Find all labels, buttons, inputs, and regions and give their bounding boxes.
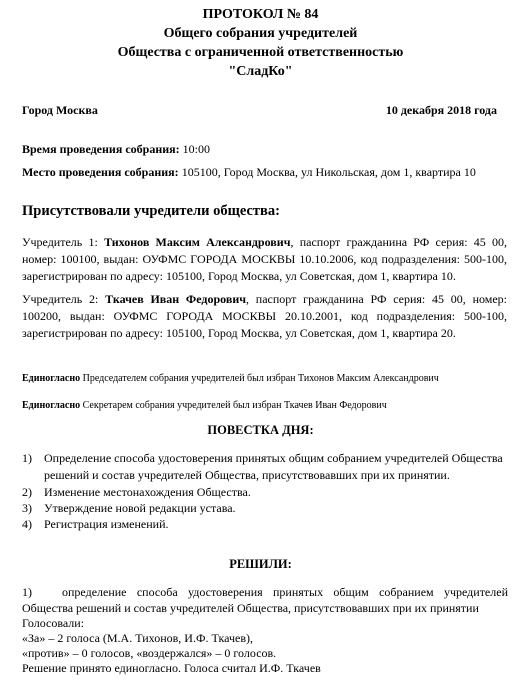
founder-2-name: Ткачев Иван Федорович	[105, 292, 247, 306]
election-chairman-text: Председателем собрания учредителей был избран Тихонов Максим Александрович	[80, 373, 439, 384]
founder-2-suffix: , паспорт гражданина РФ серия: 45 00, номер:	[246, 292, 508, 306]
votes-label: Голосовали:	[22, 616, 85, 630]
decision-1-num: 1)	[22, 585, 32, 599]
agenda-item-1-line-2: решений и состав учредителей Общества, присутствовавших при их принятии.	[44, 468, 450, 482]
date: 10 декабря 2018 года	[385, 103, 497, 117]
founder-2-prefix: Учредитель 2:	[22, 292, 106, 306]
founder-1-line-3: зарегистрирован по адресу: 105100, Город Москва, ул Советская, дом 1, квартира 10.	[22, 269, 456, 283]
meeting-time-label: Время проведения собрания:	[22, 142, 180, 156]
founder-2-line-2: 100200, выдан: ОУФМС ГОРОДА МОСКВЫ 20.10.2001, код подразделения: 500-100,	[22, 309, 507, 323]
founder-1-suffix: , паспорт гражданина РФ серия: 45 00,	[290, 235, 508, 249]
decision-result: Решение принято единогласно. Голоса считал И.Ф. Ткачев	[22, 661, 321, 675]
meeting-place-value: 105100, Город Москва, ул Никольская, дом 1, квартира 10	[178, 165, 476, 179]
company-name: "СладКо"	[228, 64, 293, 79]
election-secretary-mark: Единогласно	[22, 400, 81, 411]
election-secretary	[22, 400, 387, 411]
founder-1-line-1	[22, 235, 507, 250]
meeting-place	[22, 165, 476, 180]
agenda-item-4-text: Регистрация изменений.	[44, 517, 169, 531]
meeting-time-value: 10:00	[179, 142, 210, 156]
agenda-item-3-text: Утверждение новой редакции устава.	[44, 501, 236, 515]
protocol-title: ПРОТОКОЛ № 84	[202, 7, 319, 22]
agenda-item-1-num: 1)	[22, 451, 32, 465]
founder-2-line-3: зарегистрирован по адресу: 105100, Город Москва, ул Советская, дом 1, квартира 20.	[22, 326, 456, 340]
founder-1-prefix: Учредитель 1:	[22, 235, 105, 249]
city: Город Москва	[22, 103, 98, 117]
meeting-place-label: Место проведения собрания:	[22, 165, 179, 179]
agenda-item-4-num: 4)	[22, 517, 32, 531]
company-form: Общества с ограниченной ответственностью	[117, 45, 404, 60]
present-heading: Присутствовали учредители общества:	[22, 203, 280, 219]
founder-1-name: Тихонов Максим Александрович	[104, 235, 291, 249]
election-chairman	[22, 373, 439, 384]
meeting-time	[22, 142, 210, 157]
decision-1-line-1: определение способа удостоверения принятых общим собранием учредителей	[62, 585, 508, 599]
founder-1-line-2: номер: 100100, выдан: ОУФМС ГОРОДА МОСКВЫ 10.10.2006, код подразделения: 500-100,	[22, 252, 507, 266]
votes-for: «За» – 2 голоса (М.А. Тихонов, И.Ф. Ткачев),	[22, 631, 253, 645]
agenda-item-1-line-1: Определение способа удостоверения принятых общим собранием учредителей Общества	[44, 451, 503, 465]
founder-2-line-1	[22, 292, 507, 307]
decision-1-line-2: Общества решений и состав учредителей Общества, присутствовавших при их принятии	[22, 601, 479, 615]
decided-heading: РЕШИЛИ:	[229, 557, 292, 571]
votes-against: «против» – 0 голосов, «воздержался» – 0 голосов.	[22, 646, 277, 660]
agenda-item-2-text: Изменение местонахождения Общества.	[44, 485, 251, 499]
agenda-item-2-num: 2)	[22, 485, 32, 499]
election-chairman-mark: Единогласно	[22, 373, 81, 384]
meeting-type: Общего собрания учредителей	[163, 26, 358, 41]
agenda-heading: ПОВЕСТКА ДНЯ:	[207, 423, 314, 437]
election-secretary-text: Секретарем собрания учредителей был избран Ткачев Иван Федорович	[80, 400, 387, 411]
agenda-item-3-num: 3)	[22, 501, 32, 515]
